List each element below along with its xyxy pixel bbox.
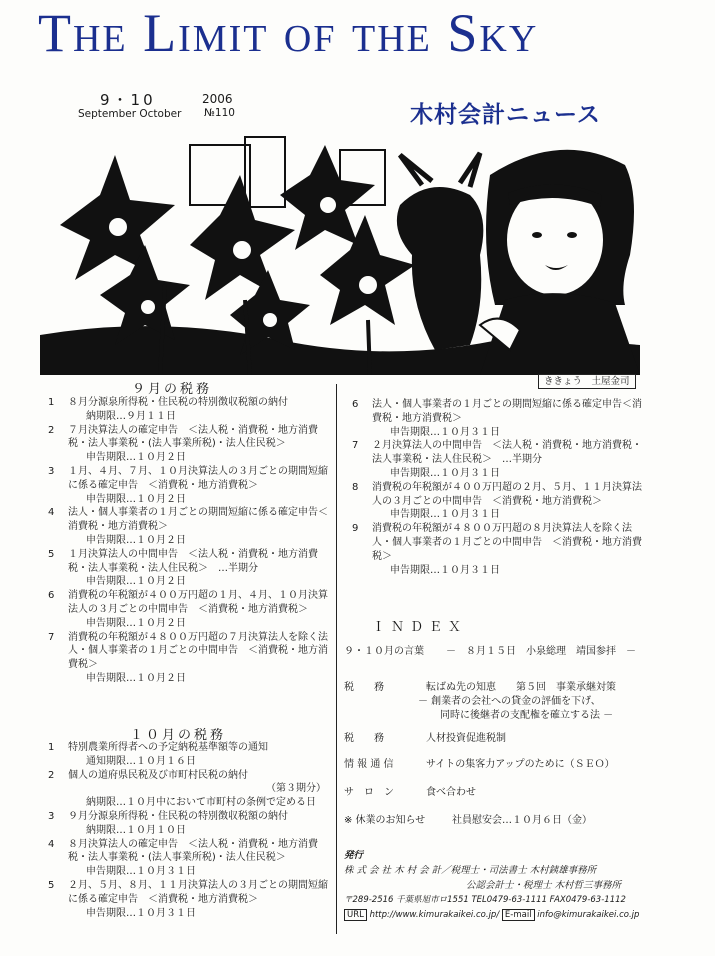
item-text: 個人の道府県民税及び市町村民税の納付	[68, 769, 248, 781]
index-value: － ８月１５日 小泉総理 靖国参拝 －	[446, 646, 636, 657]
index-label: サ ロ ン	[344, 787, 394, 798]
index-label: ９・１０月の言葉	[344, 646, 424, 657]
url-label: URL	[344, 909, 367, 921]
list-item	[40, 769, 332, 810]
item-text: 消費税の年税額が４００万円超の１月、４月、１０月決算法人の３月ごとの中間申告 ＜消費税・地方消費税＞	[68, 590, 328, 615]
item-text: 消費税の年税額が４００万円超の２月、５月、１１月決算法人の３月ごとの中間申告 ＜消費税・地方消費税＞	[372, 481, 642, 507]
october-heading: １０月の税務	[130, 728, 227, 743]
item-deadline: 納期限…１０月中において市町村の条例で定める日	[86, 797, 316, 809]
item-number: 6	[48, 590, 55, 602]
item-number: 2	[48, 769, 55, 781]
list-item	[40, 506, 332, 547]
september-heading: ９月の税務	[132, 382, 213, 397]
item-deadline: 申告期限…１０月３１日	[390, 426, 500, 438]
list-item	[344, 398, 644, 439]
item-number: 2	[48, 424, 55, 436]
item-deadline: 納期限…１０月１０日	[86, 824, 186, 836]
woodcut-illustration	[40, 135, 640, 375]
index-label: 情 報 通 信	[344, 759, 394, 770]
item-text: １月決算法人の中間申告 ＜法人税・消費税・地方消費税・法人事業税・法人住民税＞ …半期分	[68, 548, 318, 574]
item-text: 特別農業所得者への予定納税基準額等の通知	[68, 742, 268, 753]
item-text: ９月分源泉所得税・住民税の特別徴収税額の納付	[68, 810, 288, 822]
index-value: 転ばぬ先の知恵 第５回 事業承継対策	[426, 682, 616, 693]
list-item	[40, 741, 332, 769]
item-text: 法人・個人事業者の１月ごとの期間短縮に係る確定申告＜消費税・地方消費税＞	[68, 507, 328, 533]
index-value: 社員慰安会…１０月６日（金）	[452, 815, 592, 826]
item-deadline: 申告期限…１０月２日	[86, 493, 186, 505]
column-divider	[336, 384, 337, 934]
list-item	[40, 465, 332, 506]
item-number: 4	[48, 507, 55, 519]
issue-year: 2006	[202, 92, 233, 106]
item-deadline: 申告期限…１０月２日	[86, 617, 186, 629]
item-deadline: 申告期限…１０月３１日	[86, 907, 196, 919]
issue-number: №110	[204, 107, 235, 119]
item-number: 4	[48, 838, 55, 850]
item-number: 7	[48, 631, 55, 643]
item-text: ８月決算法人の確定申告 ＜法人税・消費税・地方消費税・法人事業税・(法人事業所税)・法人住民税＞	[68, 838, 318, 864]
index-label: 税 務	[344, 733, 384, 744]
list-item	[40, 631, 332, 686]
item-deadline: 申告期限…１０月３１日	[390, 564, 500, 576]
website-link[interactable]: http://www.kimurakaikei.co.jp/	[369, 910, 500, 920]
newsletter-title: The Limit of the Sky	[38, 3, 539, 63]
item-deadline: 納期限…９月１１日	[86, 410, 176, 422]
item-deadline: 申告期限…１０月３１日	[86, 866, 196, 878]
item-number: 1	[48, 397, 55, 408]
item-number: 5	[48, 548, 55, 560]
index-label: ※ 休業のお知らせ	[344, 815, 426, 826]
item-text: １月、４月、７月、１０月決算法人の３月ごとの期間短縮に係る確定申告 ＜消費税・地方消費税＞	[68, 465, 328, 491]
list-item	[40, 810, 332, 838]
publisher-address: 〒289-2516 千葉県旭市ロ1551 TEL0479-63-1111 FAX0479-63-1112	[344, 895, 626, 905]
artist-credit: ききょう 土屋金司	[538, 374, 636, 389]
list-item	[40, 589, 332, 630]
newsletter-name: 木村会計ニュース	[410, 102, 601, 128]
item-number: 3	[48, 465, 55, 477]
publisher-line-2: 公認会計士・税理士 木村哲三事務所	[466, 880, 622, 891]
item-text: 消費税の年税額が４８００万円超の７月決算法人を除く法人・個人事業者の１月ごとの中間申告 ＜消費税・地方消費税＞	[68, 631, 328, 671]
item-number: 7	[352, 440, 359, 452]
item-number: 9	[352, 523, 359, 535]
list-item	[344, 481, 644, 522]
item-text: ２月、５月、８月、１１月決算法人の３月ごとの期間短縮に係る確定申告 ＜消費税・地方消費税＞	[68, 879, 328, 905]
index-heading: ＩＮＤＥＸ	[372, 620, 468, 635]
issue-date: 9・10	[100, 91, 156, 109]
index-value: 食べ合わせ	[426, 787, 476, 798]
item-deadline: 申告期限…１０月３１日	[390, 509, 500, 521]
publisher-block	[344, 848, 712, 923]
item-deadline: 申告期限…１０月２日	[86, 534, 186, 546]
list-item	[40, 424, 332, 465]
index-subvalue: 同時に後継者の支配権を確立する法 －	[440, 710, 614, 721]
september-tax-list	[40, 396, 332, 686]
item-deadline: 申告期限…１０月２日	[86, 576, 186, 588]
item-deadline: 申告期限…１０月２日	[86, 452, 186, 464]
item-text: 消費税の年税額が４８００万円超の８月決算法人を除く法人・個人事業者の１月ごとの中間申告 ＜消費税・地方消費税＞	[372, 523, 642, 562]
item-note: （第３期分）	[266, 783, 326, 795]
item-deadline: 申告期限…１０月２日	[86, 672, 186, 684]
item-number: 3	[48, 810, 55, 822]
item-deadline: 通知期限…１０月１６日	[86, 755, 196, 767]
item-number: 5	[48, 879, 55, 891]
item-text: ２月決算法人の中間申告 ＜法人税・消費税・地方消費税・法人事業税・法人住民税＞ …半期分	[372, 440, 642, 466]
index-value: 人材投資促進税制	[426, 733, 506, 744]
list-item	[40, 838, 332, 879]
item-text: 法人・個人事業者の１月ごとの期間短縮に係る確定申告＜消費税・地方消費税＞	[372, 399, 642, 424]
list-item	[344, 439, 644, 480]
october-tax-list	[40, 741, 332, 920]
item-number: 6	[352, 399, 359, 410]
list-item	[344, 522, 644, 577]
list-item	[40, 548, 332, 589]
item-text: ８月分源泉所得税・住民税の特別徴収税額の納付	[68, 397, 288, 408]
item-text: ７月決算法人の確定申告 ＜法人税・消費税・地方消費税・法人事業税・(法人事業所税)・法人住民税＞	[68, 424, 318, 450]
email-link[interactable]: info@kimurakaikei.co.jp	[537, 910, 640, 920]
september-tax-list-continued	[344, 398, 644, 577]
list-item	[40, 879, 332, 920]
publisher-label: 発行	[344, 850, 364, 861]
list-item	[40, 396, 332, 424]
item-number: 8	[352, 481, 359, 493]
publisher-line-1: 株 式 会 社 木 村 会 計／税理士・司法書士 木村銕雄事務所	[344, 865, 597, 876]
index-subvalue: － 創業者の会社への貸金の評価を下げ、	[418, 696, 601, 707]
item-deadline: 申告期限…１０月３１日	[390, 467, 500, 479]
issue-months: September October	[78, 108, 182, 120]
email-label: E-mail	[502, 909, 535, 921]
publisher-contact	[344, 908, 712, 923]
index-value: サイトの集客力アップのために（ＳＥＯ）	[426, 759, 615, 770]
index-label: 税 務	[344, 682, 384, 693]
item-number: 1	[48, 742, 55, 753]
